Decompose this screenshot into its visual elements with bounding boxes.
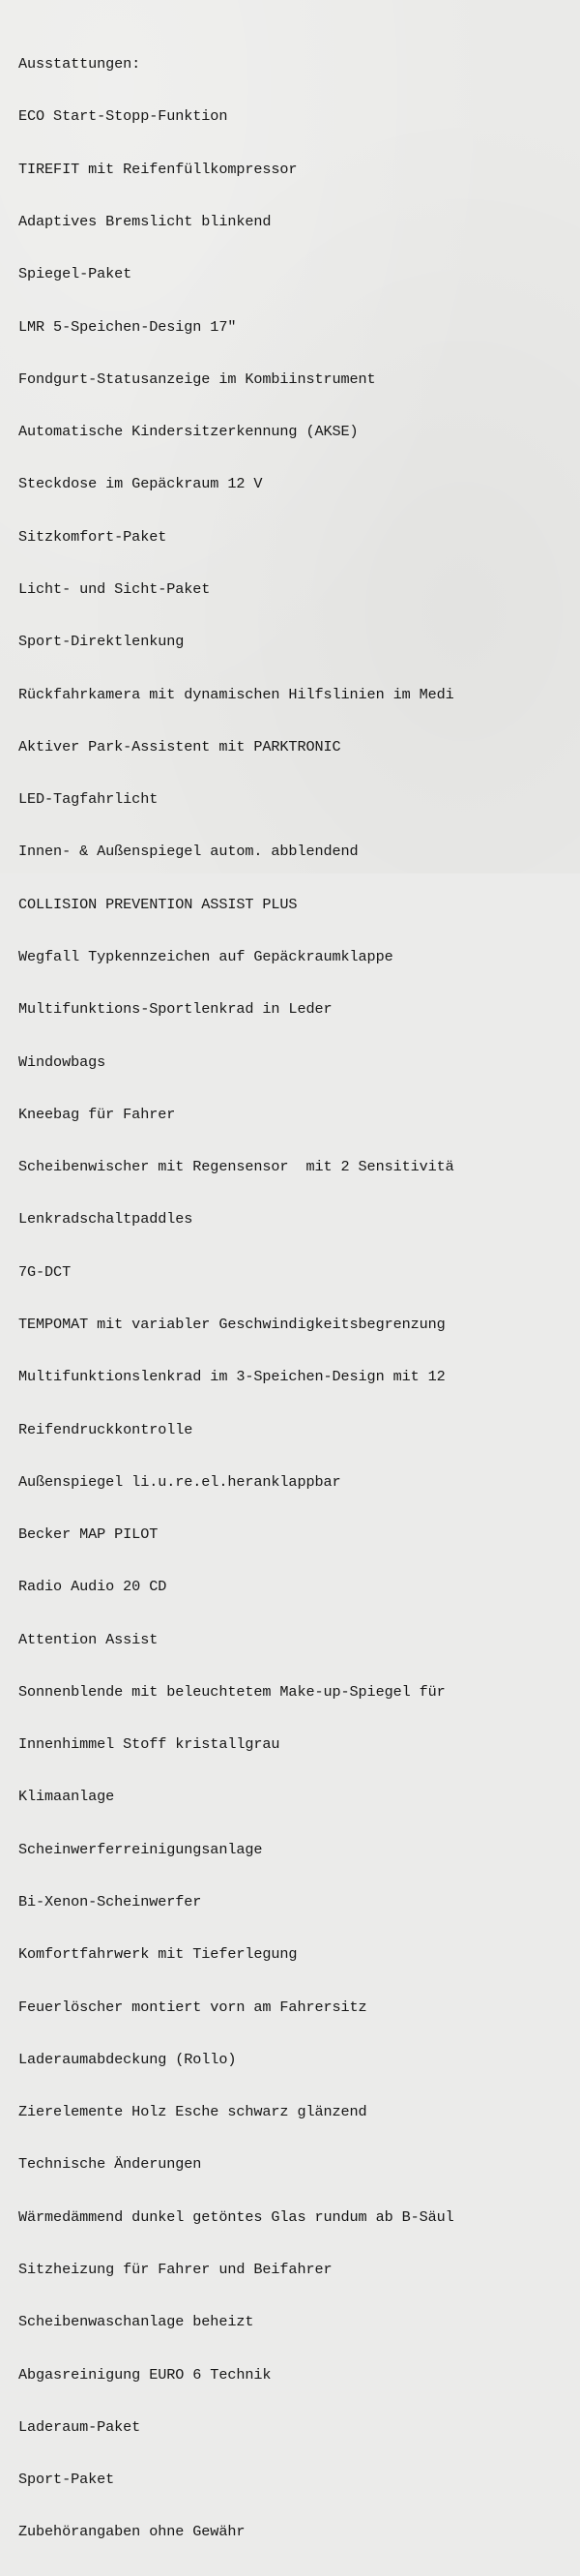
list-item: Rückfahrkamera mit dynamischen Hilfslinien im Medi xyxy=(18,685,454,703)
list-item: Scheibenwaschanlage beheizt xyxy=(18,2313,254,2331)
list-item: Spiegel-Paket xyxy=(18,265,132,283)
list-item: Multifunktions-Sportlenkrad in Leder xyxy=(18,1000,333,1019)
list-heading: Ausstattungen: xyxy=(18,55,141,74)
list-item: Sitzheizung für Fahrer und Beifahrer xyxy=(18,2261,333,2278)
list-item: Sitzkomfort-Paket xyxy=(18,527,167,546)
list-item: Außenspiegel li.u.re.el.heranklappbar xyxy=(18,1472,341,1491)
list-item: Feuerlöscher montiert vorn am Fahrersitz xyxy=(18,1998,367,2016)
list-item: Komfortfahrwerk mit Tieferlegung xyxy=(18,1945,298,1964)
list-item: Multifunktionslenkrad im 3-Speichen-Design mit 12 xyxy=(18,1368,446,1386)
list-item: Lenkradschaltpaddles xyxy=(18,1210,193,1229)
list-item: Fondgurt-Statusanzeige im Kombiinstrument xyxy=(18,370,376,388)
list-item: Attention Assist xyxy=(18,1630,159,1648)
list-item: Klimaanlage xyxy=(18,1788,115,1806)
list-item: COLLISION PREVENTION ASSIST PLUS xyxy=(18,895,298,913)
list-item: Scheinwerferreinigungsanlage xyxy=(18,1840,263,1858)
list-item: Laderaumabdeckung (Rollo) xyxy=(18,2050,237,2068)
list-item: Innen- & Außenspiegel autom. abblendend xyxy=(18,843,359,861)
list-item: Adaptives Bremslicht blinkend xyxy=(18,213,272,231)
list-item: Innenhimmel Stoff kristallgrau xyxy=(18,1735,280,1754)
list-item: Technische Änderungen xyxy=(18,2155,202,2174)
list-item: Abgasreinigung EURO 6 Technik xyxy=(18,2365,272,2384)
list-item: LED-Tagfahrlicht xyxy=(18,790,159,809)
list-item: Wärmedämmend dunkel getöntes Glas rundum ab B-Säul xyxy=(18,2207,454,2226)
list-item: TEMPOMAT mit variabler Geschwindigkeitsbegrenzung xyxy=(18,1315,446,1333)
list-item: Steckdose im Gepäckraum 12 V xyxy=(18,475,263,493)
list-item: Laderaum-Paket xyxy=(18,2417,141,2436)
list-item: Becker MAP PILOT xyxy=(18,1525,159,1544)
equipment-list xyxy=(18,20,454,2576)
list-item: Wegfall Typkennzeichen auf Gepäckraumklappe xyxy=(18,947,393,965)
list-item: TIREFIT mit Reifenfüllkompressor xyxy=(18,160,298,178)
list-item: Aktiver Park-Assistent mit PARKTRONIC xyxy=(18,737,341,755)
list-item: Windowbags xyxy=(18,1052,106,1071)
list-item: 7G-DCT xyxy=(18,1262,72,1281)
list-item: Automatische Kindersitzerkennung (AKSE) xyxy=(18,423,359,441)
list-item: Scheibenwischer mit Regensensor mit 2 Sensitivitä xyxy=(18,1158,454,1176)
list-item: Radio Audio 20 CD xyxy=(18,1578,167,1596)
list-item: Sport-Direktlenkung xyxy=(18,633,185,651)
list-item: Zubehörangaben ohne Gewähr xyxy=(18,2523,246,2541)
list-item: LMR 5-Speichen-Design 17" xyxy=(18,317,237,336)
list-item: Bi-Xenon-Scheinwerfer xyxy=(18,1893,202,1911)
list-item: Zierelemente Holz Esche schwarz glänzend xyxy=(18,2103,367,2121)
list-item: Kneebag für Fahrer xyxy=(18,1105,176,1123)
list-item: ECO Start-Stopp-Funktion xyxy=(18,107,228,126)
list-item: Reifendruckkontrolle xyxy=(18,1420,193,1438)
list-item: Licht- und Sicht-Paket xyxy=(18,580,211,598)
list-item: Sport-Paket xyxy=(18,2471,115,2489)
list-item: Sonnenblende mit beleuchtetem Make-up-Spiegel für xyxy=(18,1682,446,1701)
